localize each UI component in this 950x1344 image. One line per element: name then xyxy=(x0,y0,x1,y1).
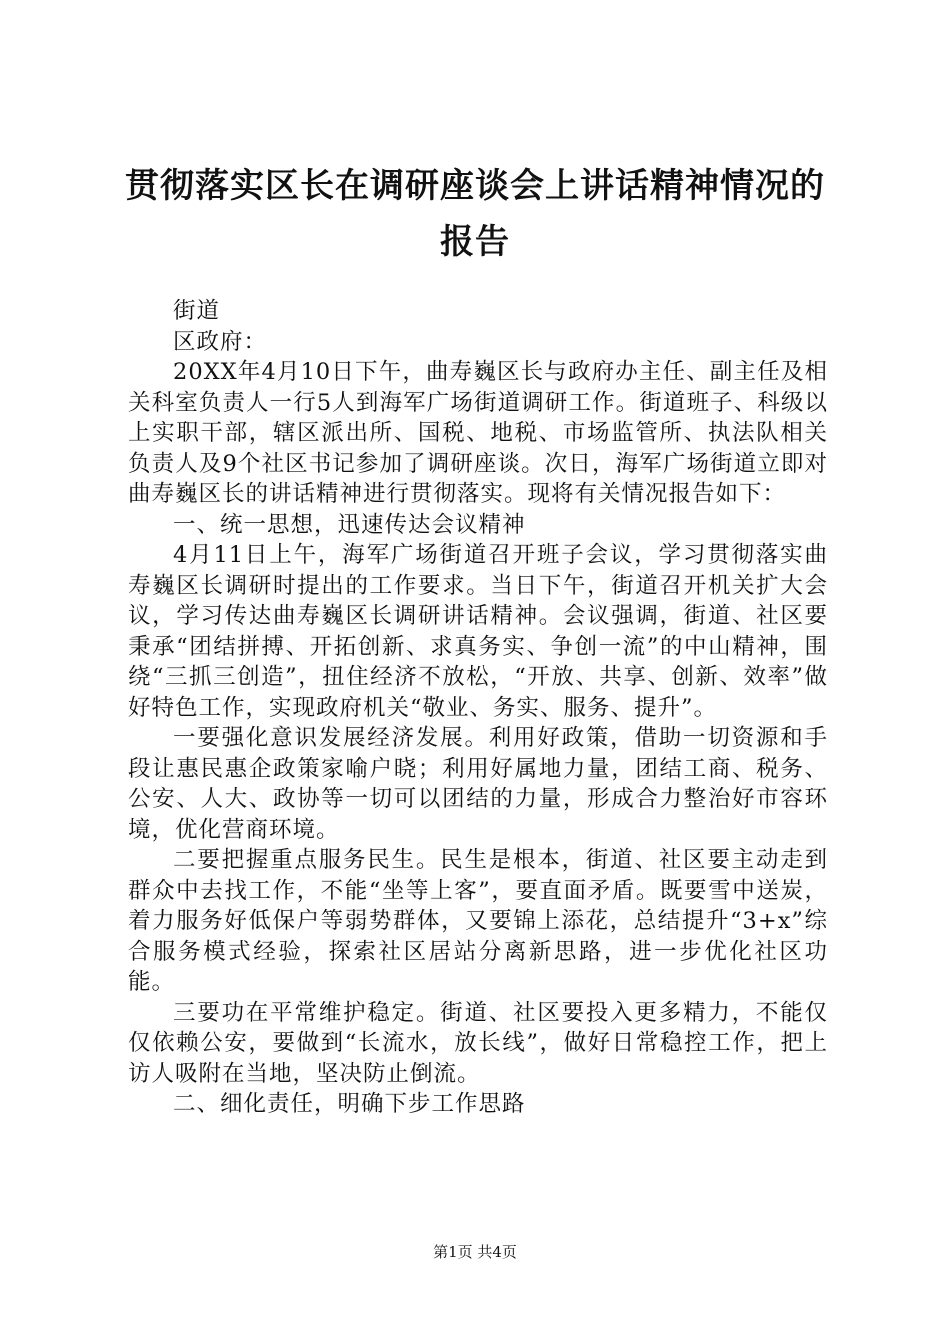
page-footer: 第1页 共4页 xyxy=(433,1243,517,1261)
paragraph-meeting: 4月11日上午，海军广场街道召开班子会议，学习贯彻落实曲寿巍区长调研时提出的工作要求。当日下午，街道召开机关扩大会议，学习传达曲寿巍区长调研讲话精神。会议强调，街道、社区要秉承“团结拼搏、开拓创新、求真务实、争创一流”的中山精神，围绕“三抓三创造”，扭住经济不放松，“开放、共享、创新、效率”做好特色工作，实现政府机关“敬业、务实、服务、提升”。 xyxy=(128,542,828,721)
salutation-line-2: 区政府： xyxy=(173,328,268,355)
section-heading-2: 二、细化责任，明确下步工作思路 xyxy=(173,1091,526,1117)
paragraph-point-3: 三要功在平常维护稳定。街道、社区要投入更多精力，不能仅仅依赖公安，要做到“长流水，放长线”，做好日常稳控工作，把上访人吸附在当地，坚决防止倒流。 xyxy=(128,999,828,1087)
paragraph-point-2: 二要把握重点服务民生。民生是根本，街道、社区要主动走到群众中去找工作，不能“坐等上客”，要直面矛盾。既要雪中送炭，着力服务好低保户等弱势群体，又要锦上添花，总结提升“3+x”综合服务模式经验，探索社区居站分离新思路，进一步优化社区功能。 xyxy=(128,847,828,995)
section-heading-1: 一、统一思想，迅速传达会议精神 xyxy=(173,511,526,538)
document-title: 贯彻落实区长在调研座谈会上讲话精神情况的报告 xyxy=(125,166,825,262)
salutation-line-1: 街道 xyxy=(173,298,221,324)
paragraph-point-1: 一要强化意识发展经济发展。利用好政策，借助一切资源和手段让惠民惠企政策家喻户晓；利用好属地力量，团结工商、税务、公安、人大、政协等一切可以团结的力量，形成合力整治好市容环境，优化营商环境。 xyxy=(128,725,828,843)
paragraph-intro: 20XX年4月10日下午，曲寿巍区长与政府办主任、副主任及相关科室负责人一行5人到海军广场街道调研工作。街道班子、科级以上实职干部，辖区派出所、国税、地税、市场监管所、执法队相关负责人及9个社区书记参加了调研座谈。次日，海军广场街道立即对曲寿巍区长的讲话精神进行贯彻落实。现将有关情况报告如下： xyxy=(128,359,828,507)
document-body xyxy=(128,296,828,1120)
